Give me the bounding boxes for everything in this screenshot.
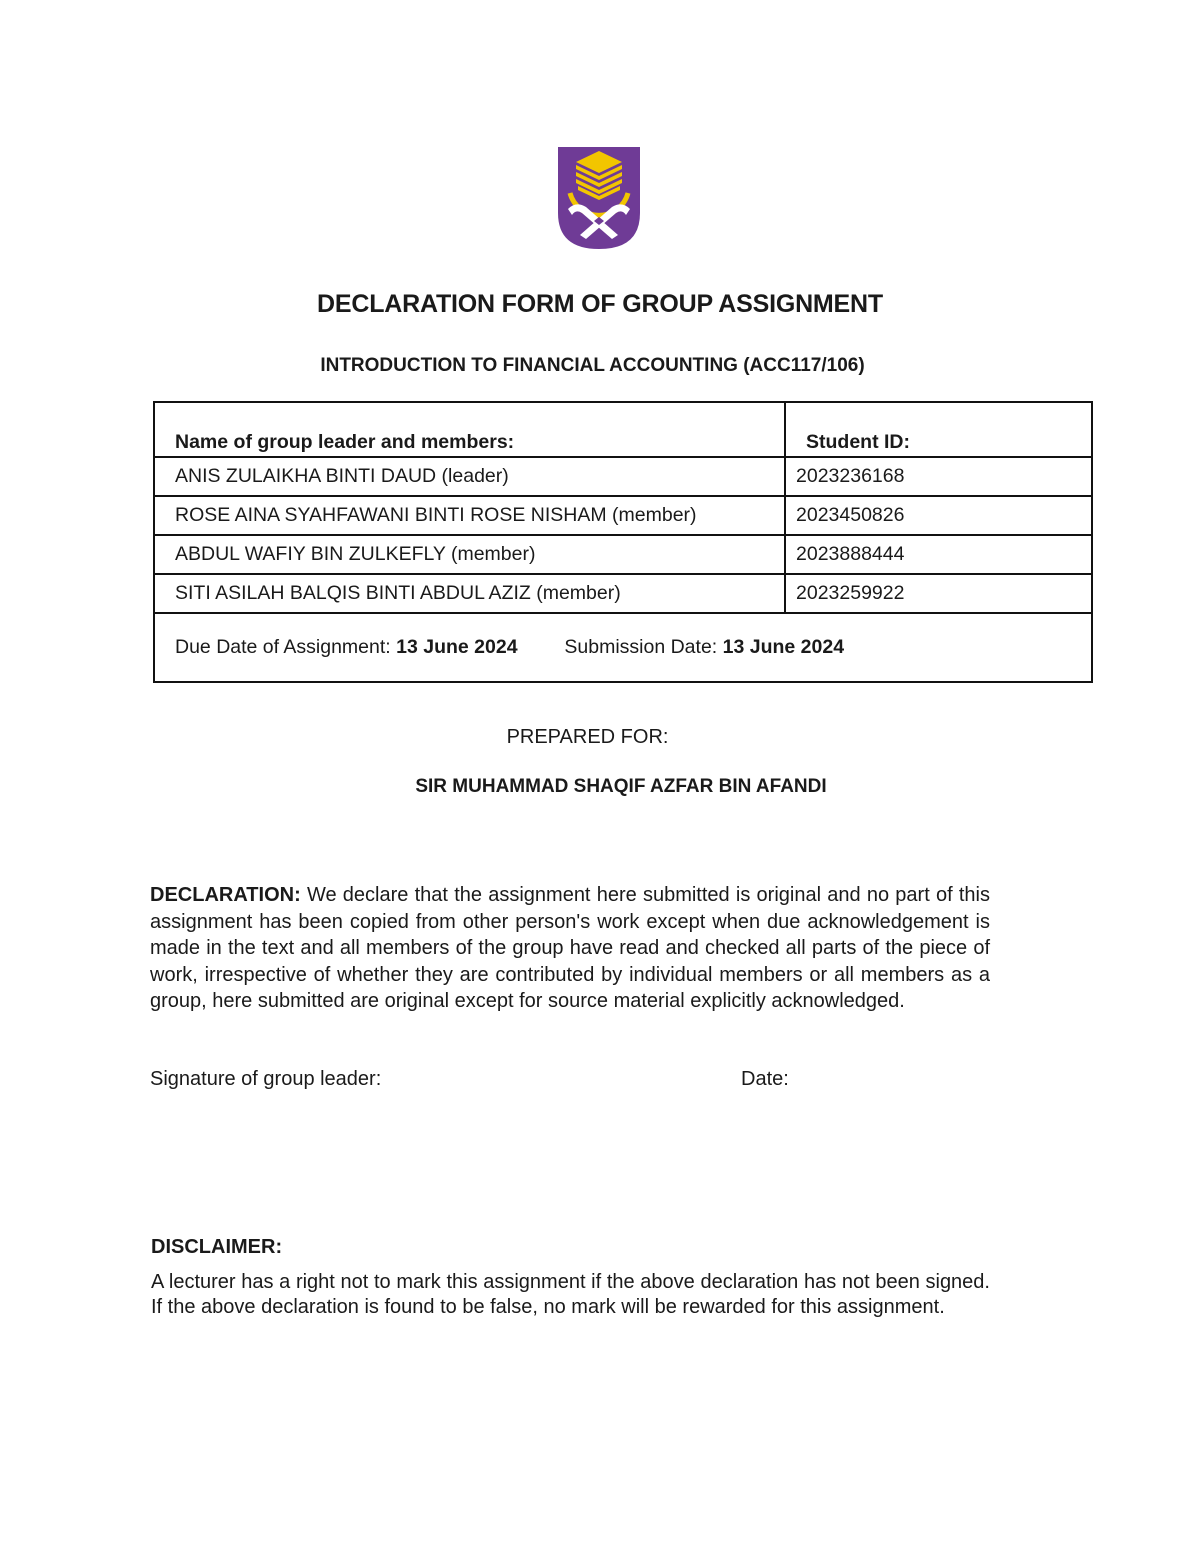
header-student-id: Student ID: [785, 402, 1092, 457]
dates-row [154, 613, 1092, 682]
member-name: ABDUL WAFIY BIN ZULKEFLY (member) [154, 535, 785, 574]
dates-cell [154, 613, 1092, 682]
course-title: INTRODUCTION TO FINANCIAL ACCOUNTING (ACC117/106) [320, 355, 865, 376]
declaration-label: DECLARATION: [150, 884, 301, 906]
due-date-value: 13 June 2024 [396, 636, 518, 658]
member-name: ROSE AINA SYAHFAWANI BINTI ROSE NISHAM (member) [154, 496, 785, 535]
member-id: 2023259922 [785, 574, 1092, 613]
disclaimer-label: DISCLAIMER: [151, 1236, 283, 1258]
member-name: ANIS ZULAIKHA BINTI DAUD (leader) [154, 457, 785, 496]
due-date-label: Due Date of Assignment: [175, 636, 391, 658]
submission-date-value: 13 June 2024 [722, 636, 845, 658]
lecturer-name: SIR MUHAMMAD SHAQIF AZFAR BIN AFANDI [415, 776, 827, 797]
declaration-paragraph [150, 882, 990, 1015]
table-row [154, 457, 1092, 496]
member-id: 2023888444 [785, 535, 1092, 574]
document-title: DECLARATION FORM OF GROUP ASSIGNMENT [317, 290, 883, 318]
signature-label: Signature of group leader: [150, 1068, 382, 1090]
declaration-text: We declare that the assignment here submitted is original and no part of this assignment has been copied from other person's work except when due acknowledgement is made in the text and all members of the group have read and checked all parts of the piece of work, irrespective of whether they are contributed by individual members or all members as a group, here submitted are original except for source material explicitly acknowledged. [150, 884, 990, 1012]
table-row [154, 496, 1092, 535]
member-id: 2023450826 [785, 496, 1092, 535]
submission-date-label: Submission Date: [564, 636, 718, 658]
member-id: 2023236168 [785, 457, 1092, 496]
prepared-for-label: PREPARED FOR: [506, 726, 669, 748]
table-row [154, 535, 1092, 574]
university-crest-icon [558, 147, 640, 249]
disclaimer-text: A lecturer has a right not to mark this assignment if the above declaration has not been signed. If the above declaration is found to be false, no mark will be rewarded for this assignment. [151, 1271, 990, 1318]
table-header-row [154, 402, 1092, 457]
signature-date-label: Date: [741, 1068, 789, 1090]
header-name: Name of group leader and members: [154, 402, 785, 457]
members-table [153, 401, 1093, 683]
member-name: SITI ASILAH BALQIS BINTI ABDUL AZIZ (member) [154, 574, 785, 613]
table-row [154, 574, 1092, 613]
